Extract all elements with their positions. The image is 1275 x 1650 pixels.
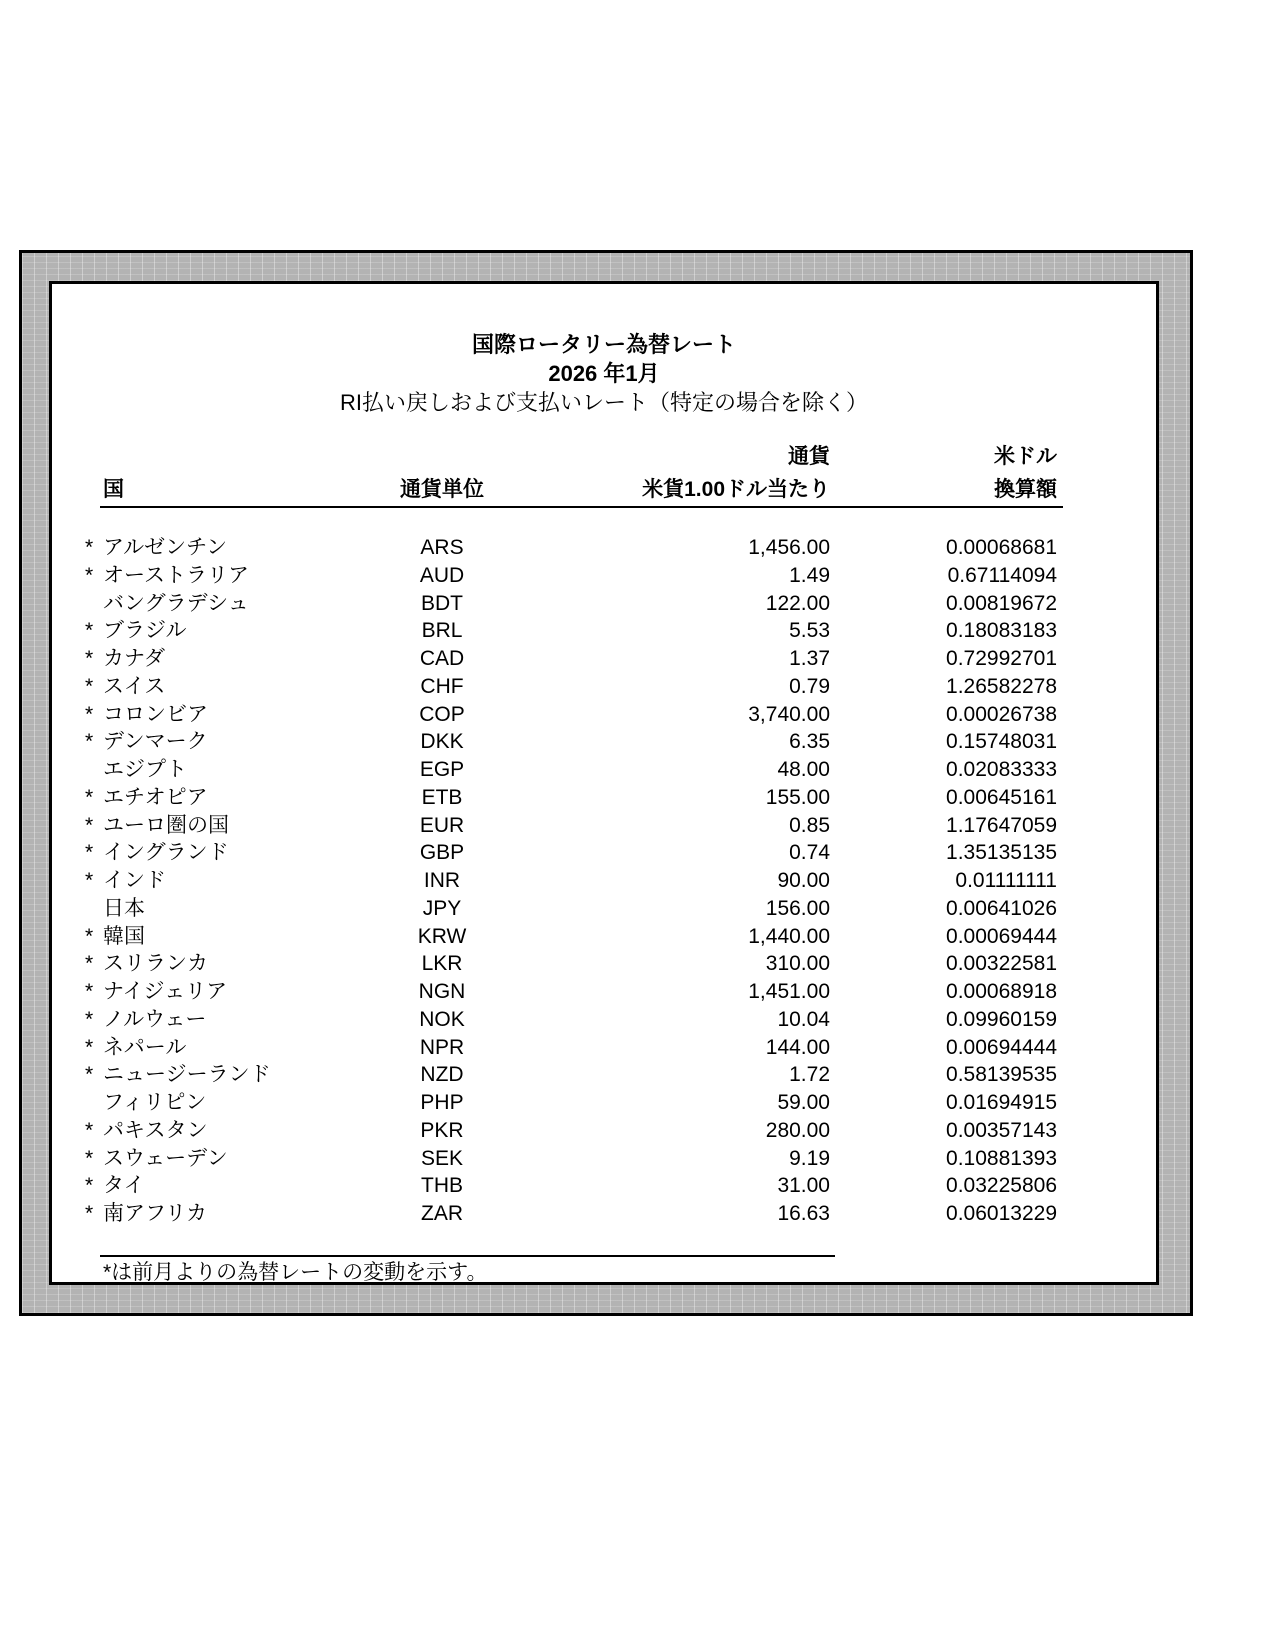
country-name: 韓国 xyxy=(103,924,145,948)
changed-marker: * xyxy=(85,1063,94,1087)
table-row xyxy=(52,590,1156,618)
usd-equivalent: 0.72992701 xyxy=(946,647,1057,670)
usd-equivalent: 0.00069444 xyxy=(946,924,1057,948)
table-row xyxy=(52,950,1156,978)
currency-code: BDT xyxy=(421,591,463,615)
usd-equivalent: 0.00068918 xyxy=(946,980,1057,1003)
country-name: カナダ xyxy=(103,647,165,670)
usd-equivalent: 0.58139535 xyxy=(946,1063,1057,1087)
country-name: オーストラリア xyxy=(103,563,249,587)
country-name: イングランド xyxy=(103,841,229,865)
currency-code: NZD xyxy=(420,1063,464,1087)
rate-per-usd: 1.49 xyxy=(789,563,830,587)
usd-equivalent: 1.26582278 xyxy=(946,674,1057,698)
title-block xyxy=(52,330,1156,417)
country-name: インド xyxy=(103,869,166,892)
document-subtitle: RI払い戻しおよび支払いレート（特定の場合を除く） xyxy=(339,390,868,415)
changed-marker: * xyxy=(85,1007,94,1031)
rate-per-usd: 280.00 xyxy=(765,1118,830,1142)
rate-per-usd: 5.53 xyxy=(789,619,830,643)
country-name: エジプト xyxy=(103,758,187,781)
header-currency-unit: 通貨単位 xyxy=(400,478,484,501)
rate-per-usd: 90.00 xyxy=(777,869,830,892)
table-row xyxy=(52,617,1156,645)
table-row xyxy=(52,1200,1156,1228)
country-name: ノルウェー xyxy=(103,1007,207,1031)
table-row xyxy=(52,1006,1156,1034)
changed-marker: * xyxy=(85,980,94,1003)
usd-equivalent: 0.00641026 xyxy=(946,896,1057,920)
rate-per-usd: 9.19 xyxy=(789,1146,830,1170)
table-row xyxy=(52,1145,1156,1173)
rate-per-usd: 16.63 xyxy=(777,1202,830,1225)
currency-code: INR xyxy=(423,869,461,892)
country-name: デンマーク xyxy=(103,730,208,754)
usd-equivalent: 0.02083333 xyxy=(946,758,1057,781)
usd-equivalent: 0.06013229 xyxy=(946,1202,1057,1225)
currency-code: ZAR xyxy=(421,1202,463,1225)
table-row xyxy=(52,1061,1156,1089)
currency-code: PHP xyxy=(420,1091,464,1114)
usd-equivalent: 0.09960159 xyxy=(946,1007,1057,1031)
rate-per-usd: 0.79 xyxy=(789,674,830,698)
changed-marker: * xyxy=(85,1202,94,1225)
usd-equivalent: 0.01111111 xyxy=(955,869,1057,892)
table-row xyxy=(52,701,1156,729)
table-row xyxy=(52,756,1156,784)
usd-equivalent: 0.00819672 xyxy=(946,591,1057,615)
header-rate-line2: 米貨1.00ドル当たり xyxy=(642,478,830,501)
rate-per-usd: 48.00 xyxy=(777,758,830,781)
currency-code: GBP xyxy=(419,841,465,865)
changed-marker: * xyxy=(85,619,94,643)
usd-equivalent: 1.17647059 xyxy=(946,813,1057,837)
rate-per-usd: 6.35 xyxy=(789,730,830,754)
rate-per-usd: 310.00 xyxy=(765,952,830,976)
rate-per-usd: 144.00 xyxy=(765,1035,830,1059)
changed-marker: * xyxy=(85,1118,94,1142)
document-frame xyxy=(19,250,1193,1316)
rate-per-usd: 0.74 xyxy=(789,841,830,865)
changed-marker: * xyxy=(85,813,94,837)
rate-per-usd: 0.85 xyxy=(789,813,830,837)
currency-code: KRW xyxy=(417,924,467,948)
rate-per-usd: 10.04 xyxy=(777,1007,830,1031)
country-name: ユーロ圏の国 xyxy=(103,813,229,837)
changed-marker: * xyxy=(85,952,94,976)
country-name: スリランカ xyxy=(103,952,208,976)
rate-per-usd: 1,456.00 xyxy=(748,536,830,559)
document-title: 国際ロータリー為替レート xyxy=(471,332,736,357)
header-usd-line1: 米ドル xyxy=(994,445,1057,468)
rate-per-usd: 31.00 xyxy=(777,1174,830,1198)
table-row xyxy=(52,839,1156,867)
table-row xyxy=(52,923,1156,951)
rates-panel xyxy=(49,281,1159,1285)
header-country: 国 xyxy=(103,478,124,501)
usd-equivalent: 0.67114094 xyxy=(947,563,1057,587)
changed-marker: * xyxy=(85,924,94,948)
rate-per-usd: 1.37 xyxy=(789,647,830,670)
currency-code: PKR xyxy=(420,1118,464,1142)
table-row xyxy=(52,534,1156,562)
currency-code: DKK xyxy=(420,730,464,754)
table-row xyxy=(52,812,1156,840)
rate-per-usd: 1,451.00 xyxy=(748,980,830,1003)
country-name: フィリピン xyxy=(103,1091,207,1114)
country-name: ナイジェリア xyxy=(103,980,228,1003)
changed-marker: * xyxy=(85,563,94,587)
changed-marker: * xyxy=(85,1174,94,1198)
table-row xyxy=(52,978,1156,1006)
table-row xyxy=(52,784,1156,812)
footnote: *は前月よりの為替レートの変動を示す。 xyxy=(103,1261,488,1284)
changed-marker: * xyxy=(85,702,94,726)
country-name: コロンビア xyxy=(103,702,208,726)
header-rate-line1: 通貨 xyxy=(788,445,830,468)
changed-marker: * xyxy=(85,730,94,754)
document-date: 2026 年1月 xyxy=(548,361,660,386)
changed-marker: * xyxy=(85,841,94,865)
country-name: スウェーデン xyxy=(103,1146,228,1170)
rate-per-usd: 59.00 xyxy=(777,1091,830,1114)
changed-marker: * xyxy=(85,1146,94,1170)
currency-code: CHF xyxy=(420,674,464,698)
currency-code: COP xyxy=(419,702,465,726)
country-name: パキスタン xyxy=(103,1118,208,1142)
country-name: スイス xyxy=(103,674,166,698)
currency-code: EUR xyxy=(419,813,465,837)
currency-code: THB xyxy=(421,1174,463,1198)
table-row xyxy=(52,728,1156,756)
usd-equivalent: 0.00068681 xyxy=(946,536,1057,559)
currency-code: AUD xyxy=(419,563,465,587)
table-row xyxy=(52,562,1156,590)
changed-marker: * xyxy=(85,869,94,892)
country-name: アルゼンチン xyxy=(103,536,228,559)
rate-per-usd: 3,740.00 xyxy=(748,702,830,726)
country-name: ブラジル xyxy=(103,619,187,643)
country-name: 日本 xyxy=(103,896,145,920)
usd-equivalent: 0.00694444 xyxy=(946,1035,1057,1059)
usd-equivalent: 0.18083183 xyxy=(946,619,1057,643)
rate-per-usd: 1,440.00 xyxy=(748,924,830,948)
country-name: エチオピア xyxy=(103,785,208,809)
changed-marker: * xyxy=(85,674,94,698)
usd-equivalent: 1.35135135 xyxy=(946,841,1057,865)
table-row xyxy=(52,895,1156,923)
currency-code: BRL xyxy=(421,619,463,643)
table-row xyxy=(52,867,1156,895)
table-row xyxy=(52,1117,1156,1145)
changed-marker: * xyxy=(85,785,94,809)
header-divider xyxy=(100,506,1063,508)
usd-equivalent: 0.00026738 xyxy=(946,702,1057,726)
currency-code: CAD xyxy=(419,647,465,670)
table-row xyxy=(52,673,1156,701)
currency-code: NPR xyxy=(419,1035,465,1059)
table-row xyxy=(52,1089,1156,1117)
changed-marker: * xyxy=(85,536,94,559)
country-name: 南アフリカ xyxy=(103,1202,207,1225)
currency-code: JPY xyxy=(422,896,462,920)
rate-per-usd: 1.72 xyxy=(789,1063,830,1087)
usd-equivalent: 0.03225806 xyxy=(946,1174,1057,1198)
usd-equivalent: 0.10881393 xyxy=(946,1146,1057,1170)
currency-code: ARS xyxy=(420,536,464,559)
changed-marker: * xyxy=(85,647,94,670)
footnote-divider xyxy=(100,1255,835,1257)
currency-code: NOK xyxy=(419,1007,465,1031)
currency-code: EGP xyxy=(419,758,465,781)
table-row xyxy=(52,1034,1156,1062)
usd-equivalent: 0.00357143 xyxy=(946,1118,1057,1142)
rate-per-usd: 155.00 xyxy=(765,785,830,809)
usd-equivalent: 0.01694915 xyxy=(946,1091,1057,1114)
country-name: ニュージーランド xyxy=(103,1063,271,1087)
country-name: バングラデシュ xyxy=(103,591,249,615)
currency-code: LKR xyxy=(421,952,463,976)
changed-marker: * xyxy=(85,1035,94,1059)
currency-code: NGN xyxy=(418,980,466,1003)
currency-code: ETB xyxy=(421,785,463,809)
country-name: タイ xyxy=(103,1174,145,1198)
usd-equivalent: 0.00645161 xyxy=(946,785,1057,809)
header-usd-line2: 換算額 xyxy=(994,478,1057,501)
country-name: ネパール xyxy=(103,1035,187,1059)
table-row xyxy=(52,1172,1156,1200)
table-row xyxy=(52,645,1156,673)
rate-per-usd: 122.00 xyxy=(765,591,830,615)
currency-code: SEK xyxy=(420,1146,464,1170)
usd-equivalent: 0.15748031 xyxy=(946,730,1057,754)
rate-per-usd: 156.00 xyxy=(765,896,830,920)
usd-equivalent: 0.00322581 xyxy=(946,952,1057,976)
